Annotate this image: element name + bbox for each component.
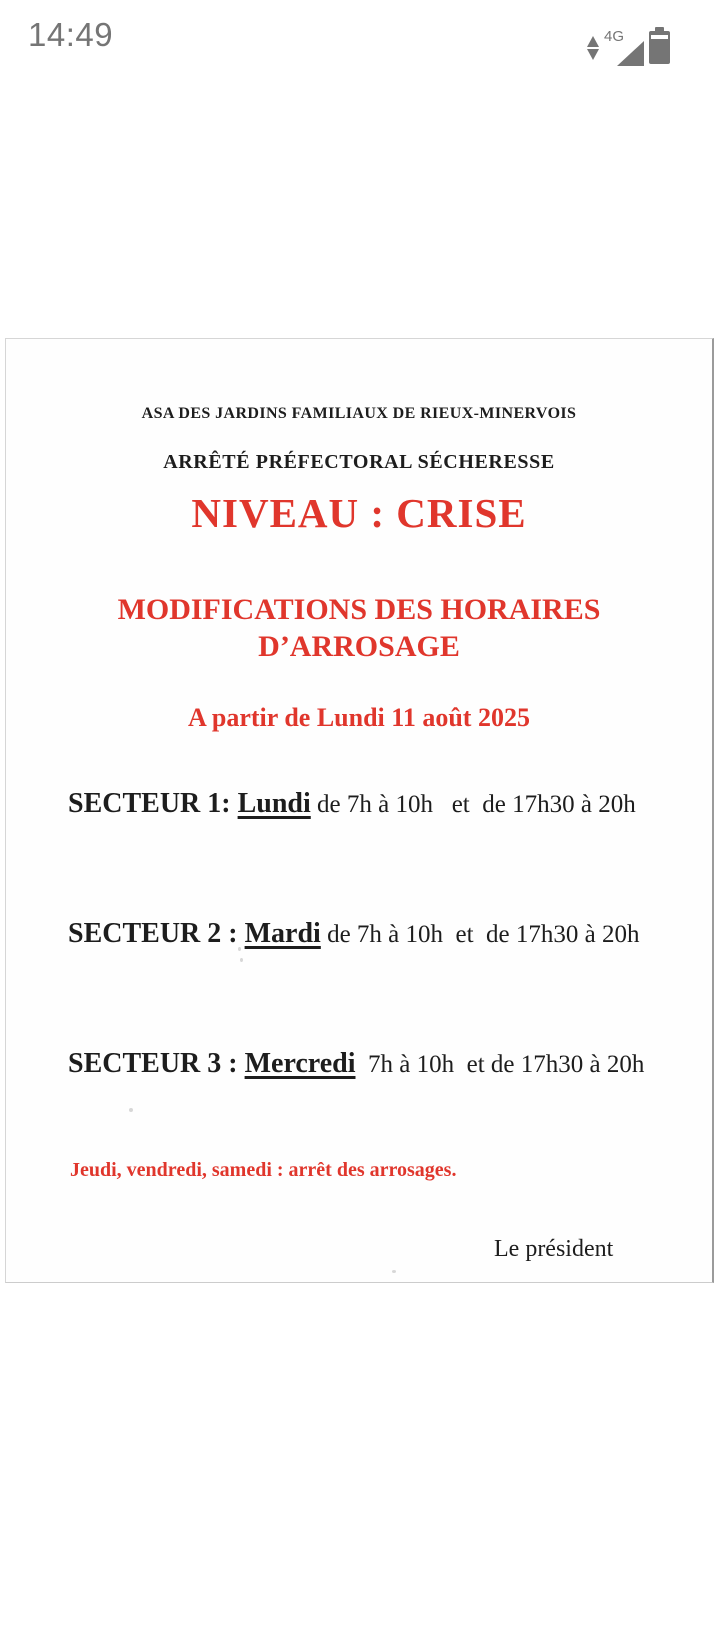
document-signature: Le président xyxy=(494,1236,614,1262)
sector-row-3 xyxy=(68,1048,644,1080)
sector-2-separator: : xyxy=(221,918,245,949)
clock: 14:49 xyxy=(28,16,114,53)
sector-3-hours: 7h à 10h et de 17h30 à 20h xyxy=(355,1051,645,1078)
download-arrow-icon xyxy=(587,49,599,60)
sector-1-label: SECTEUR 1 xyxy=(68,788,222,819)
sector-row-2 xyxy=(68,918,640,950)
upload-arrow-icon xyxy=(587,36,599,47)
document-subtitle: ARRÊTÉ PRÉFECTORAL SÉCHERESSE xyxy=(163,451,555,473)
sector-3-label: SECTEUR 3 xyxy=(68,1048,222,1079)
android-navigation-bar xyxy=(0,1550,720,1650)
document-photo[interactable] xyxy=(5,338,714,1283)
signal-strength-triangle-icon xyxy=(617,41,644,66)
network-activity-arrows-icon xyxy=(586,36,600,64)
scan-speck xyxy=(238,947,241,951)
scan-speck xyxy=(392,1270,396,1273)
battery-icon xyxy=(649,27,670,65)
modifications-line-2: D’ARROSAGE xyxy=(258,630,460,663)
sector-3-separator: : xyxy=(221,1048,245,1079)
signal-4g-icon xyxy=(604,28,646,66)
sector-2-label: SECTEUR 2 xyxy=(68,918,222,949)
document-level-heading: NIVEAU : CRISE xyxy=(191,490,527,536)
scan-speck xyxy=(129,1108,133,1112)
sector-1-separator: : xyxy=(221,788,238,819)
modifications-line-1: MODIFICATIONS DES HORAIRES xyxy=(117,593,601,626)
sector-1-day: Lundi xyxy=(237,788,311,819)
sector-row-1 xyxy=(68,788,636,820)
sector-2-hours: de 7h à 10h et de 17h30 à 20h xyxy=(320,921,640,948)
document-modifications-heading xyxy=(6,591,712,665)
battery-level-gap xyxy=(651,35,668,39)
document-org-line: ASA DES JARDINS FAMILIAUX DE RIEUX-MINERVOIS xyxy=(141,405,577,422)
document-stop-notice: Jeudi, vendredi, samedi : arrêt des arrosages. xyxy=(70,1159,457,1181)
scan-speck xyxy=(240,958,243,962)
sector-1-hours: de 7h à 10h et de 17h30 à 20h xyxy=(310,791,636,818)
sector-3-day: Mercredi xyxy=(244,1048,356,1079)
sector-2-day: Mardi xyxy=(244,918,321,949)
document-effective-date: A partir de Lundi 11 août 2025 xyxy=(188,703,530,732)
status-bar xyxy=(0,0,720,72)
battery-body xyxy=(649,31,670,64)
network-type-label: 4G xyxy=(604,28,625,45)
